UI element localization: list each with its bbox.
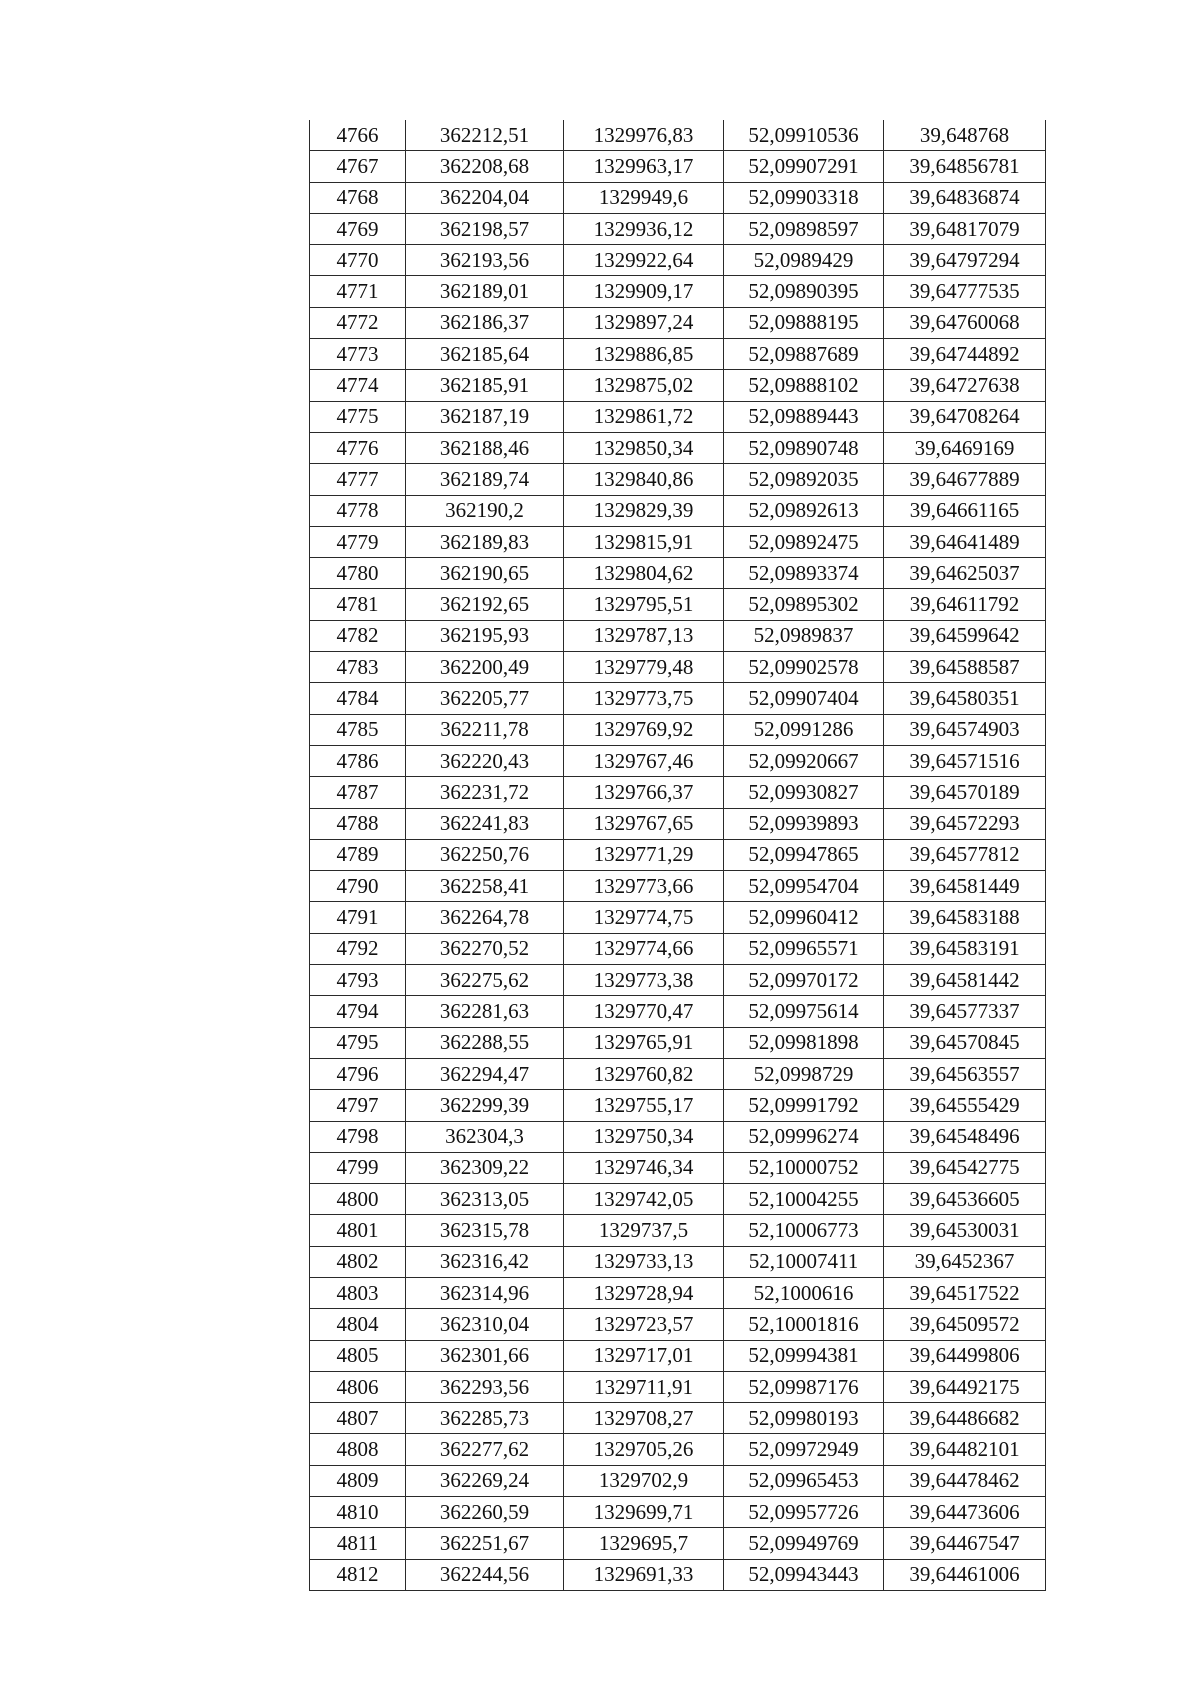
latitude-cell: 52,09949769	[724, 1528, 884, 1559]
coordinates-table-body	[310, 120, 1046, 1590]
x-coordinate-cell: 362186,37	[406, 307, 564, 338]
x-coordinate-cell: 362208,68	[406, 151, 564, 182]
latitude-cell: 52,10000752	[724, 1152, 884, 1183]
point-number-cell: 4806	[310, 1371, 406, 1402]
table-row	[310, 1121, 1046, 1152]
y-coordinate-cell: 1329728,94	[564, 1277, 724, 1308]
latitude-cell: 52,09890748	[724, 432, 884, 463]
x-coordinate-cell: 362220,43	[406, 745, 564, 776]
longitude-cell: 39,64542775	[884, 1152, 1046, 1183]
x-coordinate-cell: 362301,66	[406, 1340, 564, 1371]
point-number-cell: 4803	[310, 1277, 406, 1308]
longitude-cell: 39,64486682	[884, 1403, 1046, 1434]
latitude-cell: 52,0998729	[724, 1058, 884, 1089]
latitude-cell: 52,09903318	[724, 182, 884, 213]
point-number-cell: 4811	[310, 1528, 406, 1559]
latitude-cell: 52,09907404	[724, 683, 884, 714]
table-row	[310, 933, 1046, 964]
latitude-cell: 52,09887689	[724, 339, 884, 370]
point-number-cell: 4795	[310, 1027, 406, 1058]
x-coordinate-cell: 362185,64	[406, 339, 564, 370]
latitude-cell: 52,09996274	[724, 1121, 884, 1152]
longitude-cell: 39,6452367	[884, 1246, 1046, 1277]
table-row	[310, 276, 1046, 307]
table-row	[310, 1277, 1046, 1308]
latitude-cell: 52,09980193	[724, 1403, 884, 1434]
longitude-cell: 39,64856781	[884, 151, 1046, 182]
x-coordinate-cell: 362258,41	[406, 871, 564, 902]
y-coordinate-cell: 1329773,66	[564, 871, 724, 902]
x-coordinate-cell: 362204,04	[406, 182, 564, 213]
point-number-cell: 4789	[310, 839, 406, 870]
x-coordinate-cell: 362304,3	[406, 1121, 564, 1152]
y-coordinate-cell: 1329886,85	[564, 339, 724, 370]
y-coordinate-cell: 1329767,46	[564, 745, 724, 776]
x-coordinate-cell: 362269,24	[406, 1465, 564, 1496]
latitude-cell: 52,09890395	[724, 276, 884, 307]
longitude-cell: 39,64817079	[884, 213, 1046, 244]
x-coordinate-cell: 362285,73	[406, 1403, 564, 1434]
point-number-cell: 4768	[310, 182, 406, 213]
y-coordinate-cell: 1329695,7	[564, 1528, 724, 1559]
latitude-cell: 52,09991792	[724, 1090, 884, 1121]
longitude-cell: 39,64583188	[884, 902, 1046, 933]
y-coordinate-cell: 1329936,12	[564, 213, 724, 244]
table-row	[310, 965, 1046, 996]
y-coordinate-cell: 1329773,75	[564, 683, 724, 714]
longitude-cell: 39,64777535	[884, 276, 1046, 307]
x-coordinate-cell: 362231,72	[406, 777, 564, 808]
longitude-cell: 39,64570845	[884, 1027, 1046, 1058]
longitude-cell: 39,64530031	[884, 1215, 1046, 1246]
y-coordinate-cell: 1329767,65	[564, 808, 724, 839]
longitude-cell: 39,64555429	[884, 1090, 1046, 1121]
y-coordinate-cell: 1329766,37	[564, 777, 724, 808]
longitude-cell: 39,64492175	[884, 1371, 1046, 1402]
table-row	[310, 120, 1046, 151]
longitude-cell: 39,64536605	[884, 1184, 1046, 1215]
y-coordinate-cell: 1329746,34	[564, 1152, 724, 1183]
x-coordinate-cell: 362310,04	[406, 1309, 564, 1340]
table-row	[310, 683, 1046, 714]
x-coordinate-cell: 362294,47	[406, 1058, 564, 1089]
latitude-cell: 52,09910536	[724, 120, 884, 151]
table-row	[310, 370, 1046, 401]
latitude-cell: 52,09893374	[724, 558, 884, 589]
x-coordinate-cell: 362211,78	[406, 714, 564, 745]
latitude-cell: 52,09970172	[724, 965, 884, 996]
y-coordinate-cell: 1329795,51	[564, 589, 724, 620]
table-row	[310, 1403, 1046, 1434]
y-coordinate-cell: 1329691,33	[564, 1559, 724, 1590]
point-number-cell: 4781	[310, 589, 406, 620]
point-number-cell: 4794	[310, 996, 406, 1027]
point-number-cell: 4786	[310, 745, 406, 776]
longitude-cell: 39,64517522	[884, 1277, 1046, 1308]
y-coordinate-cell: 1329922,64	[564, 245, 724, 276]
table-row	[310, 558, 1046, 589]
table-row	[310, 652, 1046, 683]
table-row	[310, 745, 1046, 776]
latitude-cell: 52,09902578	[724, 652, 884, 683]
table-row	[310, 620, 1046, 651]
longitude-cell: 39,64570189	[884, 777, 1046, 808]
longitude-cell: 39,64509572	[884, 1309, 1046, 1340]
table-row	[310, 714, 1046, 745]
latitude-cell: 52,09898597	[724, 213, 884, 244]
y-coordinate-cell: 1329875,02	[564, 370, 724, 401]
latitude-cell: 52,09888195	[724, 307, 884, 338]
x-coordinate-cell: 362189,74	[406, 464, 564, 495]
latitude-cell: 52,09972949	[724, 1434, 884, 1465]
longitude-cell: 39,64577812	[884, 839, 1046, 870]
point-number-cell: 4807	[310, 1403, 406, 1434]
latitude-cell: 52,09981898	[724, 1027, 884, 1058]
latitude-cell: 52,09987176	[724, 1371, 884, 1402]
table-row	[310, 1215, 1046, 1246]
latitude-cell: 52,09892475	[724, 526, 884, 557]
x-coordinate-cell: 362277,62	[406, 1434, 564, 1465]
table-row	[310, 1559, 1046, 1590]
point-number-cell: 4796	[310, 1058, 406, 1089]
latitude-cell: 52,09895302	[724, 589, 884, 620]
table-row	[310, 1340, 1046, 1371]
x-coordinate-cell: 362264,78	[406, 902, 564, 933]
latitude-cell: 52,09889443	[724, 401, 884, 432]
point-number-cell: 4779	[310, 526, 406, 557]
y-coordinate-cell: 1329711,91	[564, 1371, 724, 1402]
y-coordinate-cell: 1329770,47	[564, 996, 724, 1027]
y-coordinate-cell: 1329771,29	[564, 839, 724, 870]
y-coordinate-cell: 1329779,48	[564, 652, 724, 683]
longitude-cell: 39,64473606	[884, 1497, 1046, 1528]
x-coordinate-cell: 362281,63	[406, 996, 564, 1027]
longitude-cell: 39,64583191	[884, 933, 1046, 964]
point-number-cell: 4782	[310, 620, 406, 651]
y-coordinate-cell: 1329963,17	[564, 151, 724, 182]
table-row	[310, 1246, 1046, 1277]
coordinates-table	[309, 120, 1046, 1591]
table-row	[310, 1152, 1046, 1183]
latitude-cell: 52,09975614	[724, 996, 884, 1027]
y-coordinate-cell: 1329733,13	[564, 1246, 724, 1277]
x-coordinate-cell: 362316,42	[406, 1246, 564, 1277]
y-coordinate-cell: 1329787,13	[564, 620, 724, 651]
x-coordinate-cell: 362195,93	[406, 620, 564, 651]
point-number-cell: 4798	[310, 1121, 406, 1152]
y-coordinate-cell: 1329717,01	[564, 1340, 724, 1371]
longitude-cell: 39,64478462	[884, 1465, 1046, 1496]
table-row	[310, 902, 1046, 933]
y-coordinate-cell: 1329774,66	[564, 933, 724, 964]
table-row	[310, 996, 1046, 1027]
table-row	[310, 401, 1046, 432]
y-coordinate-cell: 1329829,39	[564, 495, 724, 526]
table-row	[310, 1184, 1046, 1215]
longitude-cell: 39,64797294	[884, 245, 1046, 276]
longitude-cell: 39,64571516	[884, 745, 1046, 776]
longitude-cell: 39,64581442	[884, 965, 1046, 996]
y-coordinate-cell: 1329699,71	[564, 1497, 724, 1528]
point-number-cell: 4790	[310, 871, 406, 902]
x-coordinate-cell: 362244,56	[406, 1559, 564, 1590]
latitude-cell: 52,10007411	[724, 1246, 884, 1277]
longitude-cell: 39,64641489	[884, 526, 1046, 557]
x-coordinate-cell: 362270,52	[406, 933, 564, 964]
longitude-cell: 39,64611792	[884, 589, 1046, 620]
table-row	[310, 777, 1046, 808]
y-coordinate-cell: 1329773,38	[564, 965, 724, 996]
x-coordinate-cell: 362250,76	[406, 839, 564, 870]
longitude-cell: 39,64599642	[884, 620, 1046, 651]
point-number-cell: 4792	[310, 933, 406, 964]
point-number-cell: 4802	[310, 1246, 406, 1277]
y-coordinate-cell: 1329769,92	[564, 714, 724, 745]
longitude-cell: 39,64499806	[884, 1340, 1046, 1371]
y-coordinate-cell: 1329723,57	[564, 1309, 724, 1340]
y-coordinate-cell: 1329705,26	[564, 1434, 724, 1465]
latitude-cell: 52,0991286	[724, 714, 884, 745]
y-coordinate-cell: 1329804,62	[564, 558, 724, 589]
table-row	[310, 1465, 1046, 1496]
latitude-cell: 52,09943443	[724, 1559, 884, 1590]
longitude-cell: 39,64563557	[884, 1058, 1046, 1089]
longitude-cell: 39,64677889	[884, 464, 1046, 495]
point-number-cell: 4809	[310, 1465, 406, 1496]
x-coordinate-cell: 362185,91	[406, 370, 564, 401]
table-row	[310, 151, 1046, 182]
y-coordinate-cell: 1329840,86	[564, 464, 724, 495]
point-number-cell: 4778	[310, 495, 406, 526]
longitude-cell: 39,64572293	[884, 808, 1046, 839]
x-coordinate-cell: 362315,78	[406, 1215, 564, 1246]
y-coordinate-cell: 1329760,82	[564, 1058, 724, 1089]
table-row	[310, 1434, 1046, 1465]
point-number-cell: 4784	[310, 683, 406, 714]
x-coordinate-cell: 362189,83	[406, 526, 564, 557]
x-coordinate-cell: 362309,22	[406, 1152, 564, 1183]
x-coordinate-cell: 362288,55	[406, 1027, 564, 1058]
x-coordinate-cell: 362193,56	[406, 245, 564, 276]
latitude-cell: 52,09939893	[724, 808, 884, 839]
point-number-cell: 4797	[310, 1090, 406, 1121]
latitude-cell: 52,09994381	[724, 1340, 884, 1371]
table-row	[310, 839, 1046, 870]
x-coordinate-cell: 362189,01	[406, 276, 564, 307]
x-coordinate-cell: 362200,49	[406, 652, 564, 683]
longitude-cell: 39,64467547	[884, 1528, 1046, 1559]
latitude-cell: 52,1000616	[724, 1277, 884, 1308]
table-row	[310, 495, 1046, 526]
latitude-cell: 52,09907291	[724, 151, 884, 182]
point-number-cell: 4769	[310, 213, 406, 244]
longitude-cell: 39,64577337	[884, 996, 1046, 1027]
longitude-cell: 39,64760068	[884, 307, 1046, 338]
table-row	[310, 432, 1046, 463]
longitude-cell: 39,64482101	[884, 1434, 1046, 1465]
point-number-cell: 4800	[310, 1184, 406, 1215]
point-number-cell: 4783	[310, 652, 406, 683]
point-number-cell: 4799	[310, 1152, 406, 1183]
y-coordinate-cell: 1329708,27	[564, 1403, 724, 1434]
table-row	[310, 245, 1046, 276]
x-coordinate-cell: 362241,83	[406, 808, 564, 839]
y-coordinate-cell: 1329861,72	[564, 401, 724, 432]
point-number-cell: 4801	[310, 1215, 406, 1246]
table-row	[310, 182, 1046, 213]
latitude-cell: 52,10006773	[724, 1215, 884, 1246]
longitude-cell: 39,64588587	[884, 652, 1046, 683]
point-number-cell: 4804	[310, 1309, 406, 1340]
y-coordinate-cell: 1329976,83	[564, 120, 724, 151]
point-number-cell: 4791	[310, 902, 406, 933]
x-coordinate-cell: 362314,96	[406, 1277, 564, 1308]
x-coordinate-cell: 362192,65	[406, 589, 564, 620]
latitude-cell: 52,09957726	[724, 1497, 884, 1528]
point-number-cell: 4808	[310, 1434, 406, 1465]
table-row	[310, 1528, 1046, 1559]
longitude-cell: 39,64727638	[884, 370, 1046, 401]
y-coordinate-cell: 1329774,75	[564, 902, 724, 933]
y-coordinate-cell: 1329850,34	[564, 432, 724, 463]
y-coordinate-cell: 1329737,5	[564, 1215, 724, 1246]
point-number-cell: 4767	[310, 151, 406, 182]
point-number-cell: 4766	[310, 120, 406, 151]
point-number-cell: 4785	[310, 714, 406, 745]
y-coordinate-cell: 1329755,17	[564, 1090, 724, 1121]
x-coordinate-cell: 362293,56	[406, 1371, 564, 1402]
table-row	[310, 1309, 1046, 1340]
x-coordinate-cell: 362299,39	[406, 1090, 564, 1121]
table-row	[310, 526, 1046, 557]
point-number-cell: 4787	[310, 777, 406, 808]
latitude-cell: 52,10001816	[724, 1309, 884, 1340]
longitude-cell: 39,64744892	[884, 339, 1046, 370]
point-number-cell: 4770	[310, 245, 406, 276]
longitude-cell: 39,64661165	[884, 495, 1046, 526]
longitude-cell: 39,64574903	[884, 714, 1046, 745]
x-coordinate-cell: 362190,65	[406, 558, 564, 589]
x-coordinate-cell: 362205,77	[406, 683, 564, 714]
table-row	[310, 1090, 1046, 1121]
latitude-cell: 52,09965453	[724, 1465, 884, 1496]
latitude-cell: 52,0989429	[724, 245, 884, 276]
longitude-cell: 39,648768	[884, 120, 1046, 151]
x-coordinate-cell: 362187,19	[406, 401, 564, 432]
x-coordinate-cell: 362260,59	[406, 1497, 564, 1528]
y-coordinate-cell: 1329742,05	[564, 1184, 724, 1215]
longitude-cell: 39,64580351	[884, 683, 1046, 714]
point-number-cell: 4774	[310, 370, 406, 401]
longitude-cell: 39,64836874	[884, 182, 1046, 213]
point-number-cell: 4788	[310, 808, 406, 839]
latitude-cell: 52,09892613	[724, 495, 884, 526]
point-number-cell: 4776	[310, 432, 406, 463]
latitude-cell: 52,09888102	[724, 370, 884, 401]
table-row	[310, 589, 1046, 620]
y-coordinate-cell: 1329949,6	[564, 182, 724, 213]
latitude-cell: 52,09954704	[724, 871, 884, 902]
x-coordinate-cell: 362198,57	[406, 213, 564, 244]
point-number-cell: 4805	[310, 1340, 406, 1371]
point-number-cell: 4793	[310, 965, 406, 996]
table-row	[310, 307, 1046, 338]
table-row	[310, 1371, 1046, 1402]
x-coordinate-cell: 362251,67	[406, 1528, 564, 1559]
y-coordinate-cell: 1329765,91	[564, 1027, 724, 1058]
y-coordinate-cell: 1329702,9	[564, 1465, 724, 1496]
point-number-cell: 4810	[310, 1497, 406, 1528]
latitude-cell: 52,09930827	[724, 777, 884, 808]
point-number-cell: 4772	[310, 307, 406, 338]
table-row	[310, 1027, 1046, 1058]
point-number-cell: 4771	[310, 276, 406, 307]
y-coordinate-cell: 1329897,24	[564, 307, 724, 338]
latitude-cell: 52,09960412	[724, 902, 884, 933]
longitude-cell: 39,6469169	[884, 432, 1046, 463]
latitude-cell: 52,09965571	[724, 933, 884, 964]
table-row	[310, 464, 1046, 495]
latitude-cell: 52,09947865	[724, 839, 884, 870]
point-number-cell: 4780	[310, 558, 406, 589]
table-row	[310, 1058, 1046, 1089]
point-number-cell: 4812	[310, 1559, 406, 1590]
longitude-cell: 39,64461006	[884, 1559, 1046, 1590]
table-row	[310, 213, 1046, 244]
longitude-cell: 39,64708264	[884, 401, 1046, 432]
table-row	[310, 808, 1046, 839]
longitude-cell: 39,64581449	[884, 871, 1046, 902]
y-coordinate-cell: 1329909,17	[564, 276, 724, 307]
point-number-cell: 4777	[310, 464, 406, 495]
x-coordinate-cell: 362275,62	[406, 965, 564, 996]
latitude-cell: 52,09920667	[724, 745, 884, 776]
y-coordinate-cell: 1329815,91	[564, 526, 724, 557]
latitude-cell: 52,09892035	[724, 464, 884, 495]
x-coordinate-cell: 362212,51	[406, 120, 564, 151]
table-row	[310, 339, 1046, 370]
table-row	[310, 871, 1046, 902]
table-row	[310, 1497, 1046, 1528]
longitude-cell: 39,64625037	[884, 558, 1046, 589]
y-coordinate-cell: 1329750,34	[564, 1121, 724, 1152]
latitude-cell: 52,0989837	[724, 620, 884, 651]
point-number-cell: 4775	[310, 401, 406, 432]
x-coordinate-cell: 362188,46	[406, 432, 564, 463]
longitude-cell: 39,64548496	[884, 1121, 1046, 1152]
x-coordinate-cell: 362313,05	[406, 1184, 564, 1215]
x-coordinate-cell: 362190,2	[406, 495, 564, 526]
point-number-cell: 4773	[310, 339, 406, 370]
latitude-cell: 52,10004255	[724, 1184, 884, 1215]
